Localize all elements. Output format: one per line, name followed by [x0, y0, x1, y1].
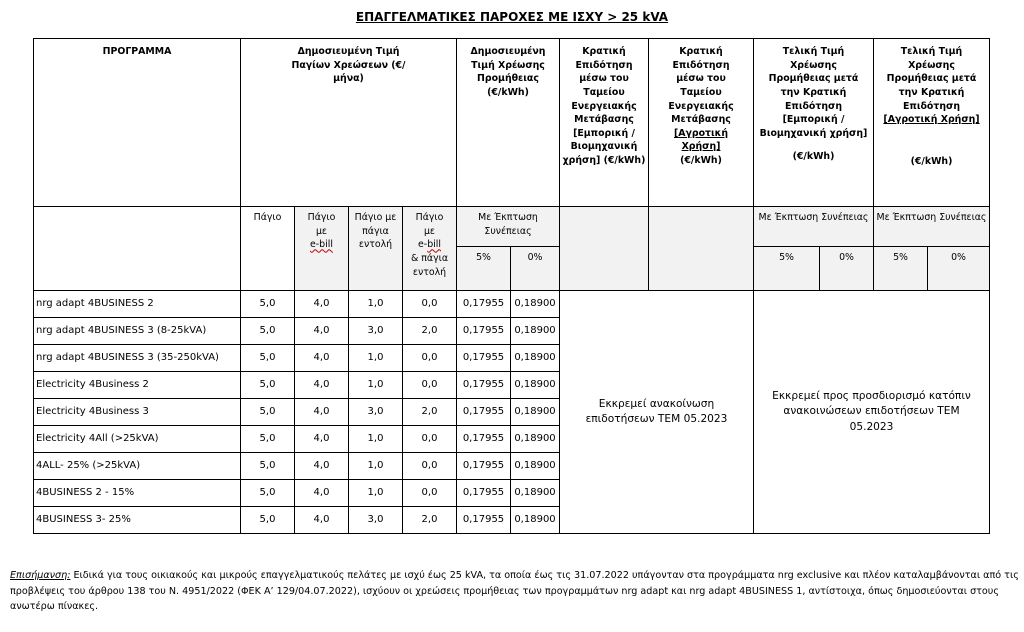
footnote-lead: Επισήμανση: [10, 570, 71, 581]
pagio-value: 5,0 [241, 318, 295, 345]
subheader-5pct: 5% [457, 247, 511, 291]
ebill-standing-value: 2,0 [403, 399, 457, 426]
header-fixed-charges-text: Δημοσιευμένη Τιμή Παγίων Χρεώσεων (€/μήνα) [291, 46, 406, 85]
header-final-agri-use: [Αγροτική Χρήση] [883, 114, 980, 126]
pagio-value: 5,0 [241, 372, 295, 399]
subheader-final-commercial-0pct: 0% [820, 247, 874, 291]
table-header [34, 39, 990, 291]
program-name: Electricity 4All (>25kVA) [34, 426, 241, 453]
subheader-subsidy-commercial-empty [560, 207, 649, 291]
subheader-pagio-ebill-standing: Πάγιο με e-bill & πάγια εντολή [403, 207, 457, 291]
price-5pct: 0,17955 [457, 372, 511, 399]
header-subsidy-agri-use: [Αγροτική Χρήση] [673, 127, 729, 153]
header-subsidy-agri-unit: (€/kWh) [680, 155, 722, 166]
price-0pct: 0,18900 [511, 372, 560, 399]
pagio-value: 5,0 [241, 399, 295, 426]
standing-order-value: 3,0 [349, 507, 403, 534]
header-program-empty [34, 207, 241, 291]
header-program: ΠΡΟΓΡΑΜΜΑ [34, 39, 241, 207]
header-final-commercial-unit: (€/kWh) [792, 151, 835, 163]
ebill-standing-value: 0,0 [403, 291, 457, 318]
footnote-text: Ειδικά για τους οικιακούς και μικρούς επαγγελματικούς πελάτες με ισχύ έως 25 kVA, τα οποία έως τις 31.07.2022 υπάγονταν στα προγράμματα nrg exclusive και πλέον καταλαμβάνονται από τις προβλέψεις του άρθρου 138 του Ν. 4951/2022 (ΦΕΚ Α’ 129/04.07.2022), ισχύουν οι χρεώσεις προμήθειας των προγραμμάτων nrg adapt και nrg adapt 4BUSINESS 1, αντίστοιχα, όπως δημοσιεύονται στους ανωτέρω πίνακες. [10, 570, 1019, 613]
header-final-agri-unit: (€/kWh) [910, 155, 953, 167]
price-0pct: 0,18900 [511, 399, 560, 426]
ebill-value: 4,0 [295, 426, 349, 453]
ebill-standing-value: 0,0 [403, 372, 457, 399]
pagio-value: 5,0 [241, 345, 295, 372]
standing-order-value: 3,0 [349, 318, 403, 345]
header-subsidy-agricultural [649, 39, 754, 207]
ebill-standing-value: 0,0 [403, 480, 457, 507]
price-0pct: 0,18900 [511, 291, 560, 318]
price-5pct: 0,17955 [457, 345, 511, 372]
price-5pct: 0,17955 [457, 426, 511, 453]
price-0pct: 0,18900 [511, 426, 560, 453]
subheader-final-agri-discount: Με Έκπτωση Συνέπειας [874, 207, 990, 247]
pagio-value: 5,0 [241, 480, 295, 507]
pagio-value: 5,0 [241, 507, 295, 534]
program-name: Electricity 4Business 3 [34, 399, 241, 426]
header-supply-price [457, 39, 560, 207]
ebill-value: 4,0 [295, 291, 349, 318]
ebill-value: 4,0 [295, 345, 349, 372]
footnote [10, 568, 1020, 615]
program-name: 4ALL- 25% (>25kVA) [34, 453, 241, 480]
price-5pct: 0,17955 [457, 453, 511, 480]
standing-order-value: 1,0 [349, 345, 403, 372]
standing-order-value: 1,0 [349, 480, 403, 507]
pending-final-price-note: Εκκρεμεί προς προσδιορισμό κατόπιν ανακοινώσεων επιδοτήσεων ΤΕΜ 05.2023 [754, 291, 990, 534]
program-name: 4BUSINESS 2 - 15% [34, 480, 241, 507]
standing-order-value: 1,0 [349, 453, 403, 480]
price-5pct: 0,17955 [457, 507, 511, 534]
subheader-0pct: 0% [511, 247, 560, 291]
subheader-pagio-ebill: Πάγιο με e-bill [295, 207, 349, 291]
ebill-standing-value: 0,0 [403, 426, 457, 453]
subheader-subsidy-agri-empty [649, 207, 754, 291]
price-0pct: 0,18900 [511, 345, 560, 372]
ebill-value: 4,0 [295, 480, 349, 507]
standing-order-value: 1,0 [349, 372, 403, 399]
subheader-final-commercial-discount: Με Έκπτωση Συνέπειας [754, 207, 874, 247]
pagio-value: 5,0 [241, 453, 295, 480]
ebill-value: 4,0 [295, 399, 349, 426]
price-0pct: 0,18900 [511, 453, 560, 480]
header-final-commercial [754, 39, 874, 207]
table-body [34, 291, 990, 534]
price-5pct: 0,17955 [457, 291, 511, 318]
ebill-value: 4,0 [295, 372, 349, 399]
pagio-value: 5,0 [241, 291, 295, 318]
standing-order-value: 1,0 [349, 291, 403, 318]
price-5pct: 0,17955 [457, 318, 511, 345]
price-0pct: 0,18900 [511, 507, 560, 534]
subheader-pagio: Πάγιο [241, 207, 295, 291]
program-name: nrg adapt 4BUSINESS 2 [34, 291, 241, 318]
program-name: nrg adapt 4BUSINESS 3 (35-250kVA) [34, 345, 241, 372]
ebill-standing-value: 2,0 [403, 507, 457, 534]
price-0pct: 0,18900 [511, 480, 560, 507]
tariff-table [33, 38, 990, 534]
subheader-final-commercial-5pct: 5% [754, 247, 820, 291]
subheader-final-agri-5pct: 5% [874, 247, 928, 291]
ebill-value: 4,0 [295, 453, 349, 480]
ebill-standing-value: 0,0 [403, 453, 457, 480]
header-final-agri-text: Τελική Τιμή Χρέωσης Προμήθειας μετά την Κρατική Επιδότηση [886, 46, 977, 112]
header-final-commercial-text: Τελική Τιμή Χρέωσης Προμήθειας μετά την Κρατική Επιδότηση [Εμπορική / Βιομηχανική χρήση] [759, 46, 868, 139]
price-5pct: 0,17955 [457, 399, 511, 426]
program-name: nrg adapt 4BUSINESS 3 (8-25kVA) [34, 318, 241, 345]
ebill-standing-value: 2,0 [403, 318, 457, 345]
standing-order-value: 3,0 [349, 399, 403, 426]
ebill-standing-value: 0,0 [403, 345, 457, 372]
pending-subsidy-note: Εκκρεμεί ανακοίνωση επιδοτήσεων ΤΕΜ 05.2023 [560, 291, 754, 534]
ebill-value: 4,0 [295, 318, 349, 345]
program-name: Electricity 4Business 2 [34, 372, 241, 399]
header-supply-price-text: Δημοσιευμένη Τιμή Χρέωσης Προμήθειας (€/kWh) [470, 46, 546, 98]
price-5pct: 0,17955 [457, 480, 511, 507]
pagio-value: 5,0 [241, 426, 295, 453]
page-title: ΕΠΑΓΓΕΛΜΑΤΙΚΕΣ ΠΑΡΟΧΕΣ ΜΕ ΙΣΧΥ > 25 kVA [355, 10, 669, 24]
header-subsidy-commercial: Κρατική Επιδότηση μέσω του Ταμείου Ενεργειακής Μετάβασης [Εμπορική / Βιομηχανική χρήση] (€/kWh) [560, 39, 649, 207]
ebill-value: 4,0 [295, 507, 349, 534]
subheader-pagio-standing-order: Πάγιο με πάγια εντολή [349, 207, 403, 291]
header-fixed-charges [241, 39, 457, 207]
program-name: 4BUSINESS 3- 25% [34, 507, 241, 534]
subheader-final-agri-0pct: 0% [928, 247, 990, 291]
table-row [34, 291, 990, 318]
header-subsidy-agri-text: Κρατική Επιδότηση μέσω του Ταμείου Ενεργειακής Μετάβασης [668, 46, 734, 126]
subheader-discount: Με Έκπτωση Συνέπειας [457, 207, 560, 247]
price-0pct: 0,18900 [511, 318, 560, 345]
header-final-agricultural [874, 39, 990, 207]
standing-order-value: 1,0 [349, 426, 403, 453]
